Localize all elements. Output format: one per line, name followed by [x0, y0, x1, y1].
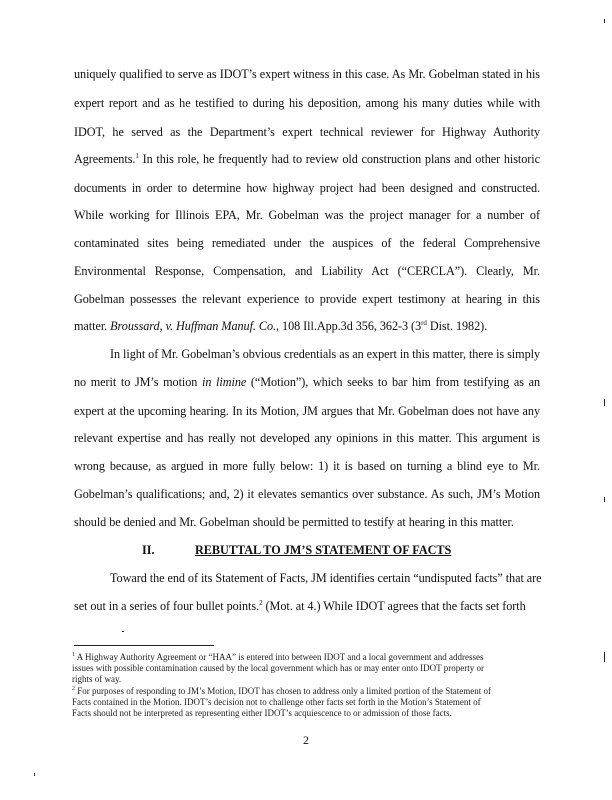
section-number: II.	[142, 543, 155, 557]
body-line: Gobelman’s qualifications; and, 2) it elevates semantics over substance. As such, JM’s Motion	[74, 487, 540, 501]
body-line	[74, 319, 540, 333]
body-line: relevant expertise and has really not developed any opinions in this matter. This argument is	[74, 431, 540, 445]
body-line	[74, 599, 540, 613]
body-line: documents in order to determine how highway project had been designed and constructed.	[74, 181, 540, 195]
body-line: should be denied and Mr. Gobelman should be permitted to testify at hearing in this matter.	[74, 515, 514, 529]
body-text: Agreements.	[74, 152, 136, 166]
footnote-text: A Highway Authority Agreement or “HAA” is entered into between IDOT and a local government and addresses	[75, 652, 484, 662]
body-text: no merit to JM’s motion	[74, 375, 203, 389]
scan-artifact	[604, 497, 605, 502]
footnote-line: issues with possible contamination caused by the local government which has or may enter onto IDOT property or	[72, 663, 484, 673]
section-title: REBUTTAL TO JM’S STATEMENT OF FACTS	[195, 543, 452, 557]
scan-artifact	[604, 652, 605, 662]
body-text: , 108 Ill.App.3d 356, 362-3 (3	[276, 319, 422, 333]
body-line: expert report and as he testified to during his deposition, among his many duties while with	[74, 96, 540, 110]
footnote-separator	[74, 645, 214, 646]
body-line: expert at the upcoming hearing. In its Motion, JM argues that Mr. Gobelman does not have any	[74, 404, 540, 418]
footnote-line: rights of way.	[72, 674, 122, 684]
footnote-text: For purposes of responding to JM’s Motion, IDOT has chosen to address only a limited portion of the Statement of	[75, 686, 492, 696]
body-text: matter.	[74, 319, 111, 333]
scan-artifact	[122, 631, 124, 632]
ordinal-suffix: rd	[421, 319, 427, 327]
body-text: (Mot. at 4.) While IDOT agrees that the facts set forth	[262, 599, 526, 613]
footnote-marker: 2	[72, 686, 75, 692]
body-line: While working for Illinois EPA, Mr. Gobelman was the project manager for a number of	[74, 208, 540, 222]
page-number: 2	[303, 733, 309, 747]
body-line: uniquely qualified to serve as IDOT’s expert witness in this case. As Mr. Gobelman stated in his	[74, 67, 540, 81]
body-text: (“Motion”), which seeks to bar him from testifying as an	[246, 375, 540, 389]
body-line: contaminated sites being remediated under the auspices of the federal Comprehensive	[74, 236, 540, 250]
body-line: Toward the end of its Statement of Facts, JM identifies certain “undisputed facts” that are	[110, 571, 542, 585]
body-line: wrong because, as argued in more fully below: 1) it is based on turning a blind eye to Mr.	[74, 459, 540, 473]
body-text: Dist. 1982).	[426, 319, 488, 333]
body-text: In this role, he frequently had to review old construction plans and other historic	[138, 152, 540, 166]
latin-term: in limine	[202, 375, 247, 389]
footnote-reference: 1	[135, 152, 139, 160]
footnote-line	[72, 686, 542, 697]
body-line: In light of Mr. Gobelman’s obvious credentials as an expert in this matter, there is simply	[110, 347, 540, 361]
footnote-line: Facts should not be interpreted as representing either IDOT’s acquiescence to or admission of those facts.	[72, 708, 452, 718]
case-citation-name: Broussard, v. Huffman Manuf. Co.	[110, 319, 277, 333]
footnote-reference: 2	[259, 599, 263, 607]
footnote-line: Facts contained in the Motion. IDOT’s decision not to challenge other facts set forth in the Motion’s Statement of	[72, 697, 481, 707]
footnote-marker: 1	[72, 652, 75, 658]
body-line	[74, 375, 540, 389]
scan-artifact	[604, 399, 605, 406]
body-line: Environmental Response, Compensation, and Liability Act (“CERCLA”). Clearly, Mr.	[74, 264, 540, 278]
body-line: IDOT, he served as the Department’s expert technical reviewer for Highway Authority	[74, 125, 540, 139]
scan-artifact	[604, 19, 605, 23]
body-line	[74, 152, 540, 166]
footnote-line	[72, 652, 542, 663]
body-line: Gobelman possesses the relevant experience to provide expert testimony at hearing in this	[74, 292, 540, 306]
body-text: set out in a series of four bullet points.	[74, 599, 260, 613]
scan-artifact	[34, 773, 35, 776]
